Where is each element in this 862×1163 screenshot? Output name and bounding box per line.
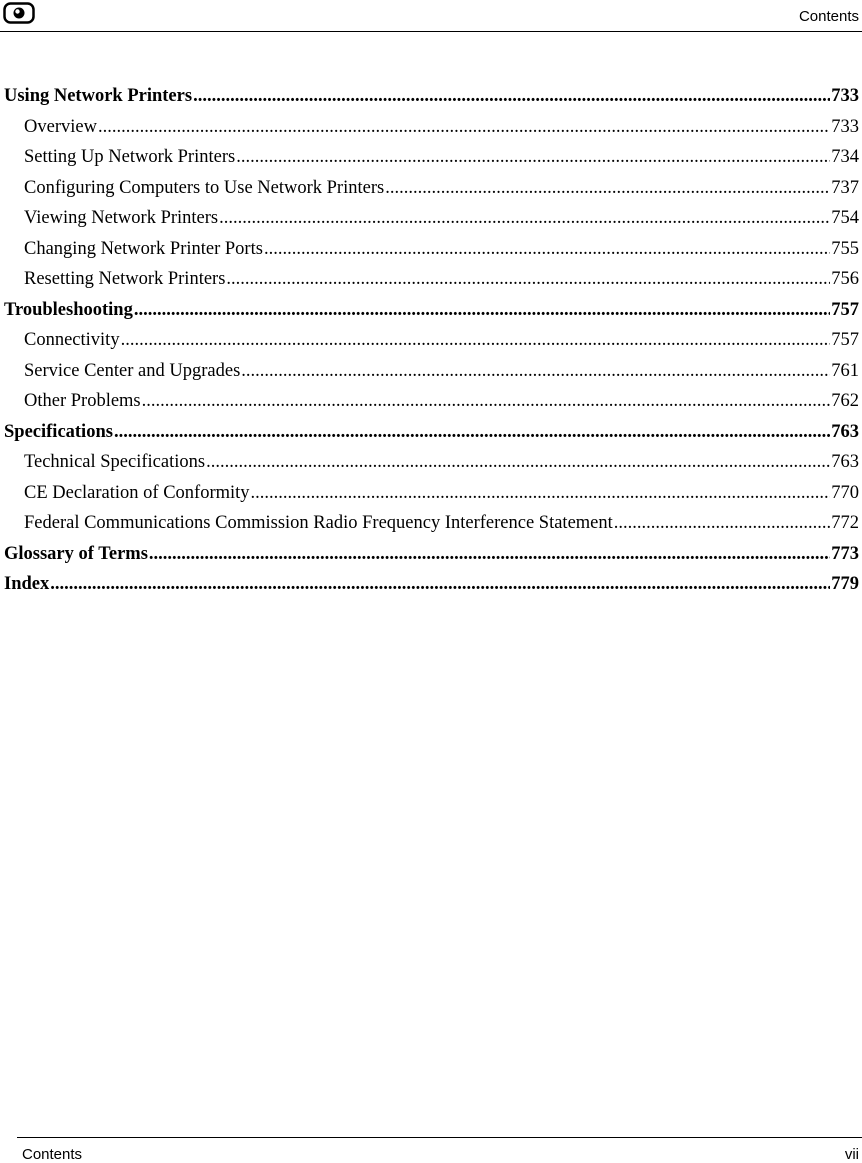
toc-entry-title: Federal Communications Commission Radio Frequency Interference Statement xyxy=(24,513,613,533)
toc-entry-title: Index xyxy=(4,574,50,594)
toc-entry-title: Connectivity xyxy=(24,330,120,350)
toc-section-entry[interactable] xyxy=(4,234,859,265)
toc-entry-title: Using Network Printers xyxy=(4,86,193,106)
toc-section-entry[interactable] xyxy=(4,203,859,234)
toc-dot-leader xyxy=(264,234,830,265)
toc-dot-leader xyxy=(149,539,830,570)
toc-entry-page-number: 757 xyxy=(831,330,859,350)
toc-entry-page-number: 754 xyxy=(831,208,859,228)
toc-entry-page-number: 763 xyxy=(831,452,859,472)
toc-chapter-entry[interactable] xyxy=(4,81,859,112)
toc-entry-page-number: 737 xyxy=(831,177,859,198)
toc-entry-title: Service Center and Upgrades xyxy=(24,360,241,381)
toc-dot-leader xyxy=(236,142,830,173)
table-of-contents xyxy=(4,81,859,600)
toc-entry-title: Troubleshooting xyxy=(4,299,133,320)
toc-section-entry[interactable] xyxy=(4,356,859,387)
toc-entry-page-number: 772 xyxy=(831,513,859,533)
toc-dot-leader xyxy=(226,264,830,295)
toc-entry-title: Viewing Network Printers xyxy=(24,208,219,228)
toc-dot-leader xyxy=(134,295,830,326)
toc-entry-page-number: 763 xyxy=(831,421,859,442)
toc-entry-page-number: 757 xyxy=(831,299,859,320)
footer-section-label: Contents xyxy=(22,1146,83,1163)
toc-dot-leader xyxy=(219,203,830,234)
toc-section-entry[interactable] xyxy=(4,478,859,509)
toc-entry-page-number: 773 xyxy=(831,543,859,564)
toc-section-entry[interactable] xyxy=(4,112,859,143)
footer-page-number: vii xyxy=(844,1146,859,1163)
toc-dot-leader xyxy=(50,569,830,600)
toc-entry-title: Overview xyxy=(24,116,97,137)
toc-section-entry[interactable] xyxy=(4,386,859,417)
toc-dot-leader xyxy=(241,356,830,387)
toc-dot-leader xyxy=(206,447,830,478)
toc-dot-leader xyxy=(142,386,831,417)
header-title: Contents xyxy=(798,8,859,25)
toc-dot-leader xyxy=(114,417,830,448)
toc-chapter-entry[interactable] xyxy=(4,417,859,448)
toc-dot-leader xyxy=(614,508,830,539)
toc-section-entry[interactable] xyxy=(4,447,859,478)
toc-dot-leader xyxy=(193,81,830,112)
toc-entry-page-number: 762 xyxy=(831,391,859,411)
toc-entry-title: Changing Network Printer Ports xyxy=(24,238,263,259)
toc-entry-page-number: 733 xyxy=(831,86,859,106)
toc-entry-title: Other Problems xyxy=(24,391,141,411)
toc-chapter-entry[interactable] xyxy=(4,295,859,326)
toc-section-entry[interactable] xyxy=(4,142,859,173)
toc-entry-title: Technical Specifications xyxy=(24,452,206,472)
toc-entry-page-number: 770 xyxy=(831,482,859,503)
toc-dot-leader xyxy=(98,112,830,143)
toc-entry-page-number: 733 xyxy=(831,116,859,137)
toc-entry-title: Configuring Computers to Use Network Printers xyxy=(24,177,385,198)
toc-dot-leader xyxy=(121,325,831,356)
toc-section-entry[interactable] xyxy=(4,325,859,356)
toc-entry-title: Resetting Network Printers xyxy=(24,269,226,289)
toc-chapter-entry[interactable] xyxy=(4,539,859,570)
toc-entry-title: Specifications xyxy=(4,421,113,442)
toc-entry-page-number: 779 xyxy=(831,574,859,594)
camera-logo-icon xyxy=(3,2,35,24)
toc-entry-title: Glossary of Terms xyxy=(4,543,148,564)
toc-dot-leader xyxy=(385,173,830,204)
toc-section-entry[interactable] xyxy=(4,508,859,539)
toc-entry-page-number: 734 xyxy=(831,147,859,167)
page-footer xyxy=(17,1137,862,1163)
page-header xyxy=(0,0,862,32)
toc-section-entry[interactable] xyxy=(4,173,859,204)
toc-entry-title: Setting Up Network Printers xyxy=(24,147,236,167)
toc-chapter-entry[interactable] xyxy=(4,569,859,600)
toc-entry-page-number: 756 xyxy=(831,269,859,289)
toc-entry-title: CE Declaration of Conformity xyxy=(24,482,250,503)
toc-section-entry[interactable] xyxy=(4,264,859,295)
toc-entry-page-number: 761 xyxy=(831,360,859,381)
toc-dot-leader xyxy=(251,478,831,509)
toc-entry-page-number: 755 xyxy=(831,238,859,259)
